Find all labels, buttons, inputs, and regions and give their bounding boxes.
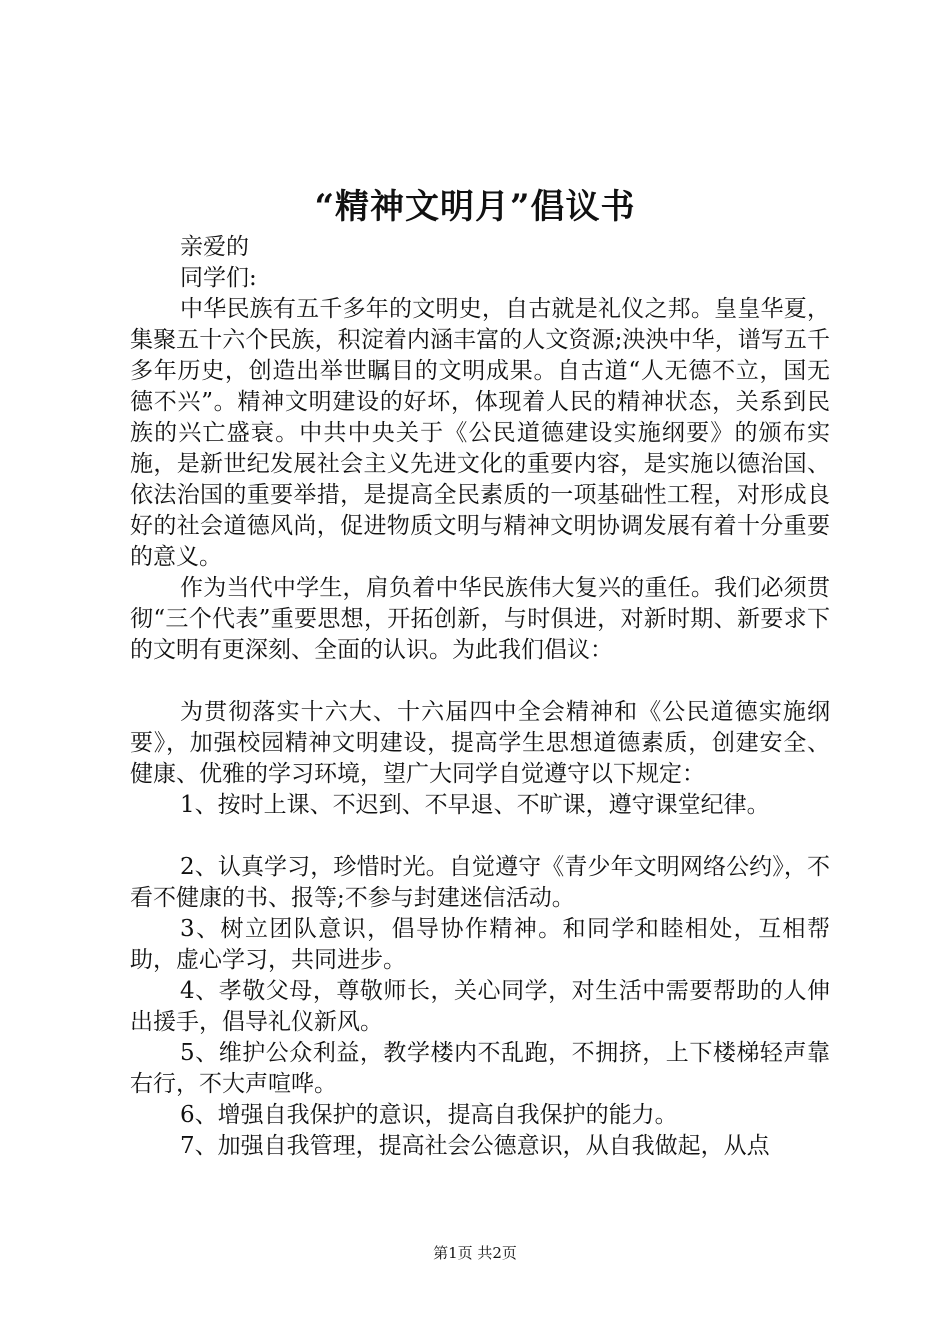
paragraph-intro: 中华民族有五千多年的文明史，自古就是礼仪之邦。皇皇华夏，集聚五十六个民族，积淀着内涵丰富的人文资源;泱泱中华，谱写五千多年历史，创造出举世瞩目的文明成果。自古道“人无德不立，国无德不兴”。精神文明建设的好坏，体现着人民的精神状态，关系到民族的兴亡盛衰。中共中央关于《公民道德建设实施纲要》的颁布实施，是新世纪发展社会主义先进文化的重要内容，是实施以德治国、依法治国的重要举措，是提高全民素质的一项基础性工程，对形成良好的社会道德风尚，促进物质文明与精神文明协调发展有着十分重要的意义。: [130, 296, 830, 570]
paragraph-gap: [130, 666, 830, 697]
list-item: 6、增强自我保护的意识，提高自我保护的能力。: [180, 1102, 678, 1128]
document-title: “精神文明月”倡议书: [314, 187, 636, 227]
list-item: 2、认真学习，珍惜时光。自觉遵守《青少年文明网络公约》，不看不健康的书、报等;不参与封建迷信活动。: [130, 854, 830, 911]
paragraph-gap: [130, 821, 830, 852]
list-item: 3、树立团队意识，倡导协作精神。和同学和睦相处，互相帮助，虚心学习，共同进步。: [130, 916, 830, 973]
list-item: 5、维护公众利益，教学楼内不乱跑，不拥挤，上下楼梯轻声靠右行，不大声喧哗。: [130, 1040, 830, 1097]
salutation-line-1: 亲爱的: [180, 234, 249, 260]
paragraph-duty: 作为当代中学生，肩负着中华民族伟大复兴的重任。我们必须贯彻“三个代表”重要思想，开拓创新，与时俱进，对新时期、新要求下的文明有更深刻、全面的认识。为此我们倡议：: [130, 575, 830, 663]
list-item: 7、加强自我管理，提高社会公德意识，从自我做起，从点: [180, 1133, 770, 1159]
paragraph-rules-intro: 为贯彻落实十六大、十六届四中全会精神和《公民道德实施纲要》，加强校园精神文明建设，提高学生思想道德素质，创建安全、健康、优雅的学习环境，望广大同学自觉遵守以下规定：: [130, 699, 830, 787]
list-item: 1、按时上课、不迟到、不早退、不旷课，遵守课堂纪律。: [180, 792, 770, 818]
document-body: [130, 232, 830, 1162]
list-item: 4、孝敬父母，尊敬师长，关心同学，对生活中需要帮助的人伸出援手，倡导礼仪新风。: [130, 978, 830, 1035]
salutation-line-2: 同学们:: [180, 265, 257, 291]
page-footer: 第1页 共2页: [433, 1244, 517, 1262]
